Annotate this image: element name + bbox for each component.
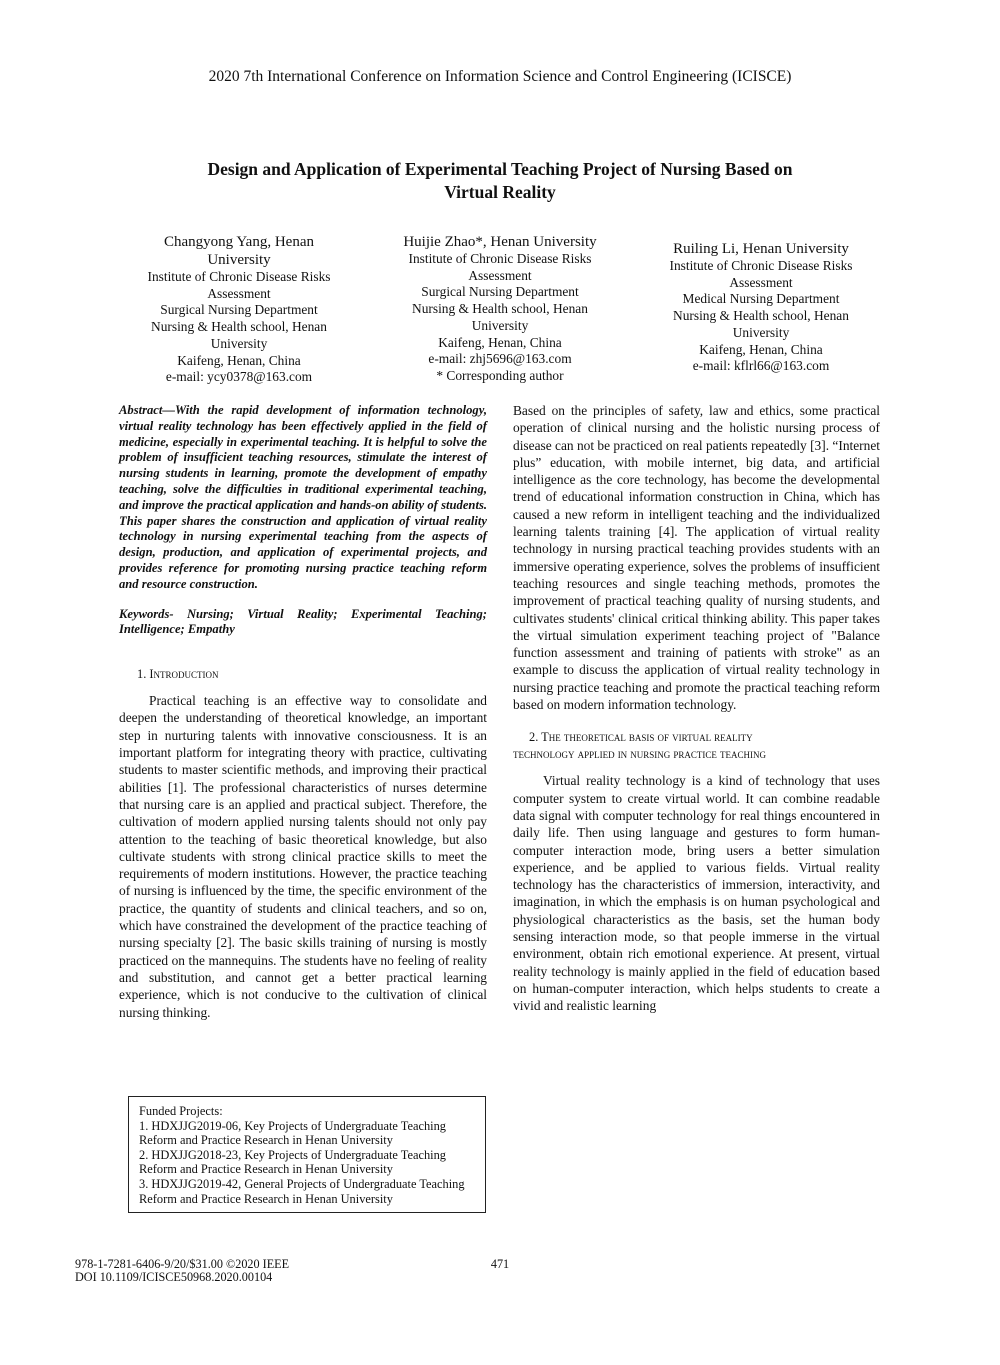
conference-header: 2020 7th International Conference on Information Science and Control Engineering (ICISCE) [208,68,792,85]
introduction-paragraph: Practical teaching is an effective way to consolidate and deepen the understanding of theoretical knowledge, an important step in nurturing talents with innovative consciousness. It is an important platform for integrating theory with practice, cultivating students to master scientific methods, and improving their practical abilities [1]. The professional characteristics of nurses determine that nursing care is an applied and practical subject. Therefore, the cultivation of modern applied nursing talents should not only pay attention to the teaching of basic theoretical knowledge, but also cultivate students with strong clinical practice skills to meet the requirements of modern institutions. However, the practice teaching of nursing is influenced by the time, the specific environment of the practice, the quantity of students and clinical teachers, and so on, which have constrained the development of the practice teaching of nursing specialty [2]. The basic skills training of nursing is mostly practiced on the mannequins. The students have no feeling of reality and substitution, and cannot get a better practical learning experience, which is not conducive to the cultivation of clinical nursing thinking. [119,693,487,1020]
author-name: Changyong Yang, Henan [164,234,314,250]
funded-project-item: Reform and Practice Research in Henan University [139,1162,393,1177]
author-block-3 [640,240,882,375]
author-affiliation: Nursing & Health school, Henan [673,308,849,324]
author-affiliation: Institute of Chronic Disease Risks [147,269,331,284]
keywords: Keywords- Nursing; Virtual Reality; Experimental Teaching; Intelligence; Empathy [119,606,487,637]
author-email: e-mail: zhj5696@163.com [428,351,572,367]
author-affiliation: Assessment [468,267,532,283]
author-affiliation: Institute of Chronic Disease Risks [669,258,853,273]
section-2-paragraph: Virtual reality technology is a kind of technology that uses computer system to create virtual world. It can combine readable data signal with computer technology for real things encountered in daily life. Then using language and gestures to form human-computer interaction mode, bring users a better simulation experience, and be applied to various fields. Virtual reality technology has the characteristics of immersion, interactivity, and imagination, in which the emphasis is on human psychological and physiological characteristics as the basis, set the human body sensing interaction mode, so that people immerse in the virtual environment, obtain rich emotional experience. At present, virtual reality technology is mainly applied in the field of education based on human-computer interaction, which helps students to create a vivid and realistic learning [513,773,880,1014]
funded-project-item: 2. HDXJJG2018-23, Key Projects of Undergraduate Teaching [139,1147,446,1162]
section-2-heading-cont [513,746,880,763]
author-affiliation: Assessment [729,274,793,290]
funded-project-item: Reform and Practice Research in Henan University [139,1191,393,1206]
footer-copyright [75,1258,395,1284]
page-number: 471 [490,1257,510,1271]
author-affiliation: University [210,335,268,351]
paper-title [150,158,850,204]
author-name: Huijie Zhao*, Henan University [403,234,597,250]
author-affiliation: University [471,317,529,333]
footer-isbn: 978-1-7281-6406-9/20/$31.00 ©2020 IEEE [75,1257,290,1271]
author-name: Ruiling Li, Henan University [673,241,849,257]
author-location: Kaifeng, Henan, China [699,341,823,357]
abstract: Abstract—With the rapid development of information technology, virtual reality technology has been effectively applied in the field of medicine, especially in experimental teaching. It is helpful to solve the problem of insufficient teaching resources, stimulate the interest of nursing students in learning, promote the development of empathy teaching, solve the difficulties in traditional experimental teaching, and improve the practical application and hands-on ability of students. This paper shares the construction and application of virtual reality technology in nursing experimental teaching from the aspects of design, production, and application of experimental projects, and provides reference for promoting nursing practice teaching reform and resource construction. [119,403,487,591]
author-affiliation: Surgical Nursing Department [421,284,579,300]
author-email: e-mail: ycy0378@163.com [165,369,313,385]
author-block-2 [378,233,622,385]
author-location: Kaifeng, Henan, China [438,334,562,350]
author-name: University [207,252,271,268]
author-affiliation: University [732,324,790,340]
funded-project-item: Reform and Practice Research in Henan University [139,1133,393,1148]
corresponding-author-note: * Corresponding author [436,367,564,383]
paper-title-line-2: Virtual Reality [444,182,556,202]
funded-projects-box [128,1096,486,1213]
author-affiliation: Nursing & Health school, Henan [412,301,588,317]
left-column [119,403,487,1021]
section-1-heading [119,666,487,683]
funded-project-item: 1. HDXJJG2019-06, Key Projects of Undergraduate Teaching [139,1118,446,1133]
introduction-continuation: Based on the principles of safety, law and ethics, some practical operation of clinical nursing and the holistic nursing process of disease can not be practiced on real patients repeatedly [3]. “Internet plus” education, with mobile internet, big data, and artificial intelligence as the core technology, has become the developmental trend of educational information construction in China, which has caused a new reform in intelligent teaching and the individualized learning talents training [4]. The application of virtual reality technology in nursing practical teaching provides students with an immersive operating experience, solves the problems of insufficient teaching resources and single teaching methods, promotes the improvement of practical teaching quality of nursing students, and cultivates students' clinical critical thinking ability. This paper takes the virtual simulation experiment teaching project of "Balance function assessment and training of patients with stroke" as an example to discuss the application of virtual reality technology in nursing practice teaching and promote the practical teaching reform based on modern information technology. [513,403,880,713]
author-affiliation: Surgical Nursing Department [160,302,318,318]
footer-doi: DOI 10.1109/ICISCE50968.2020.00104 [75,1270,273,1284]
section-1-title: Introduction [149,667,219,682]
right-column [513,402,880,1015]
author-email: e-mail: kflrl66@163.com [692,358,830,374]
section-2-heading-line-2: technology applied in nursing practice teaching [513,747,766,762]
paper-title-line-1: Design and Application of Experimental Teaching Project of Nursing Based on [207,159,793,179]
funded-project-item: 3. HDXJJG2019-42, General Projects of Undergraduate Teaching [139,1176,465,1191]
author-affiliation: Medical Nursing Department [682,291,840,307]
section-2-heading-line-1: 2. The theoretical basis of virtual reality [529,730,753,745]
author-location: Kaifeng, Henan, China [177,352,301,368]
author-affiliation: Assessment [207,285,271,301]
section-2-heading [513,729,880,746]
funded-projects-heading: Funded Projects: [139,1104,223,1118]
author-affiliation: Nursing & Health school, Henan [151,319,327,335]
author-affiliation: Institute of Chronic Disease Risks [408,251,592,266]
section-1-number: 1. [137,667,147,682]
author-block-1 [118,233,360,386]
